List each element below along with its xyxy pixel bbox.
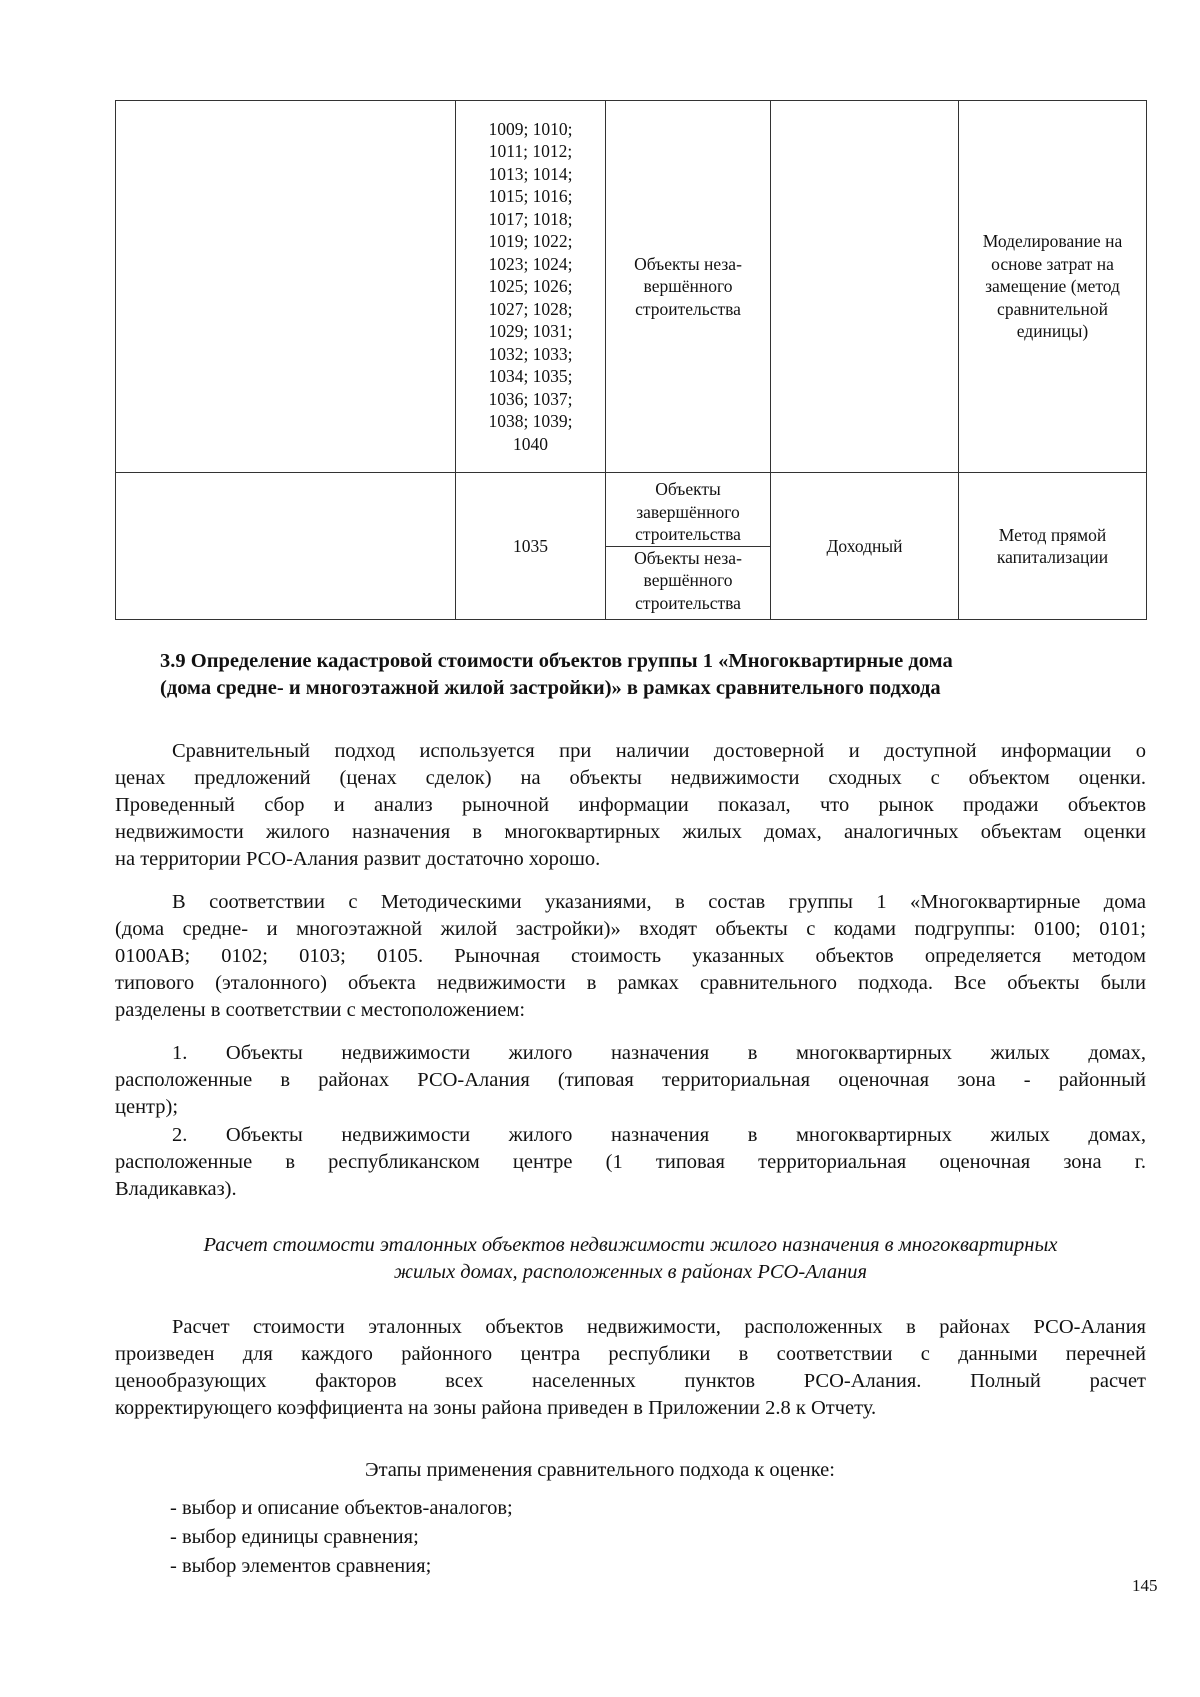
text-line: (дома средне- и многоэтажной жилой застройки)» входят объекты с кодами подгруппы: 0100; 0101; (115, 918, 1146, 940)
section-heading (160, 648, 1140, 702)
bullet-item: - выбор единицы сравнения; (170, 1526, 419, 1548)
code-line: 1025; 1026; (488, 276, 573, 297)
subtitle-line: Расчет стоимости эталонных объектов недвижимости жилого назначения в многоквартирных (203, 1234, 1058, 1256)
object-type-cell (606, 101, 771, 473)
cell-line: Метод прямой (998, 524, 1107, 545)
table-row (116, 101, 1147, 473)
cell-line: Объекты (655, 479, 721, 499)
text-line: ценообразующих факторов всех населенных пунктов РСО-Алания. Полный расчет (115, 1370, 1146, 1392)
list-item-2 (115, 1122, 1146, 1203)
code-line: 1038; 1039; (488, 411, 573, 432)
uncompleted-type (606, 546, 770, 614)
text-line: недвижимости жилого назначения в многоквартирных жилых домах, аналогичных объектам оценки (115, 821, 1146, 843)
cell-line: строительства (635, 524, 741, 544)
text-line: Сравнительный подход используется при наличии достоверной и доступной информации о (172, 740, 1146, 762)
empty-cell (116, 101, 456, 473)
code-line: 1017; 1018; (488, 208, 573, 229)
cell-line: вершённого (643, 276, 733, 297)
code-line: 1034; 1035; (488, 366, 573, 387)
cell-line: завершённого (636, 501, 740, 522)
paragraph-2 (115, 889, 1146, 1024)
completed-type (606, 478, 770, 546)
text-line: 1. Объекты недвижимости жилого назначения в многоквартирных жилых домах, (172, 1042, 1146, 1064)
text-line: Расчет стоимости эталонных объектов недвижимости, расположенных в районах РСО-Алания (172, 1316, 1146, 1338)
code-line: 1009; 1010; (488, 118, 573, 139)
cell-line: строительства (635, 592, 741, 613)
paragraph-1 (115, 738, 1146, 873)
empty-cell (116, 473, 456, 620)
stages-title: Этапы применения сравнительного подхода к оценке: (365, 1459, 835, 1481)
cell-line: сравнительной (997, 298, 1108, 319)
code-line: 1027; 1028; (488, 298, 573, 319)
text-line: произведен для каждого районного центра республики в соответствии с данными перечней (115, 1343, 1146, 1365)
cell-line: Моделирование на (982, 231, 1123, 252)
paragraph-3 (115, 1314, 1146, 1422)
code-cell: 1035 (456, 473, 606, 620)
code-line: 1023; 1024; (488, 253, 573, 274)
text-line: 0100АВ; 0102; 0103; 0105. Рыночная стоимость указанных объектов определяется методом (115, 945, 1146, 967)
code-line: 1040 (513, 433, 548, 454)
text-line: разделены в соответствии с местоположением: (115, 999, 526, 1021)
heading-line: 3.9 Определение кадастровой стоимости объектов группы 1 «Многоквартирные дома (160, 650, 953, 672)
code-line: 1015; 1016; (488, 186, 573, 207)
subtitle-line: жилых домах, расположенных в районах РСО-Алания (393, 1261, 868, 1283)
code-line: 1032; 1033; (488, 343, 573, 364)
approach-cell: Доходный (771, 473, 959, 620)
subsection-subtitle (115, 1232, 1146, 1286)
heading-line: (дома средне- и многоэтажной жилой застройки)» в рамках сравнительного подхода (160, 677, 941, 699)
bullet-item: - выбор элементов сравнения; (170, 1555, 432, 1577)
text-line: расположенные в республиканском центре (1 типовая территориальная оценочная зона г. (115, 1151, 1146, 1173)
text-line: Владикавказ). (115, 1178, 237, 1200)
code-line: 1013; 1014; (488, 163, 573, 184)
page-number: 145 (1132, 1576, 1158, 1595)
text-line: корректирующего коэффициента на зоны района приведен в Приложении 2.8 к Отчету. (115, 1397, 877, 1419)
code-line: 1019; 1022; (488, 231, 573, 252)
cell-line: Объекты неза- (634, 547, 742, 568)
cell-line: основе затрат на (991, 253, 1114, 274)
text-line: расположенные в районах РСО-Алания (типовая территориальная оценочная зона - районный (115, 1069, 1146, 1091)
text-line: В соответствии с Методическими указаниями, в состав группы 1 «Многоквартирные дома (172, 891, 1146, 913)
list-item-1 (115, 1040, 1146, 1121)
cell-line: капитализации (996, 547, 1109, 567)
object-type-split (606, 478, 770, 614)
table-row (116, 473, 1147, 620)
code-line: 1011; 1012; (488, 141, 573, 162)
approach-cell (771, 101, 959, 473)
cell-line: единицы) (1016, 321, 1089, 342)
method-cell (959, 473, 1147, 620)
cell-line: замещение (метод (985, 276, 1120, 297)
text-line: типового (эталонного) объекта недвижимости в рамках сравнительного подхода. Все объекты были (115, 972, 1146, 994)
text-line: на территории РСО-Алания развит достаточно хорошо. (115, 848, 601, 870)
valuation-methods-table (115, 100, 1147, 620)
cell-line: строительства (635, 298, 741, 319)
text-line: ценах предложений (ценах сделок) на объекты недвижимости сходных с объектом оценки. (115, 767, 1146, 789)
code-line: 1029; 1031; (488, 321, 573, 342)
text-line: Проведенный сбор и анализ рыночной информации показал, что рынок продажи объектов (115, 794, 1146, 816)
cell-line: вершённого (643, 570, 733, 590)
cell-line: Объекты неза- (634, 253, 742, 274)
code-line: 1036; 1037; (488, 388, 573, 409)
codes-cell (456, 101, 606, 473)
method-cell (959, 101, 1147, 473)
object-type-cell (606, 473, 771, 620)
text-line: 2. Объекты недвижимости жилого назначения в многоквартирных жилых домах, (172, 1124, 1146, 1146)
text-line: центр); (115, 1096, 179, 1118)
bullet-item: - выбор и описание объектов-аналогов; (170, 1497, 513, 1519)
